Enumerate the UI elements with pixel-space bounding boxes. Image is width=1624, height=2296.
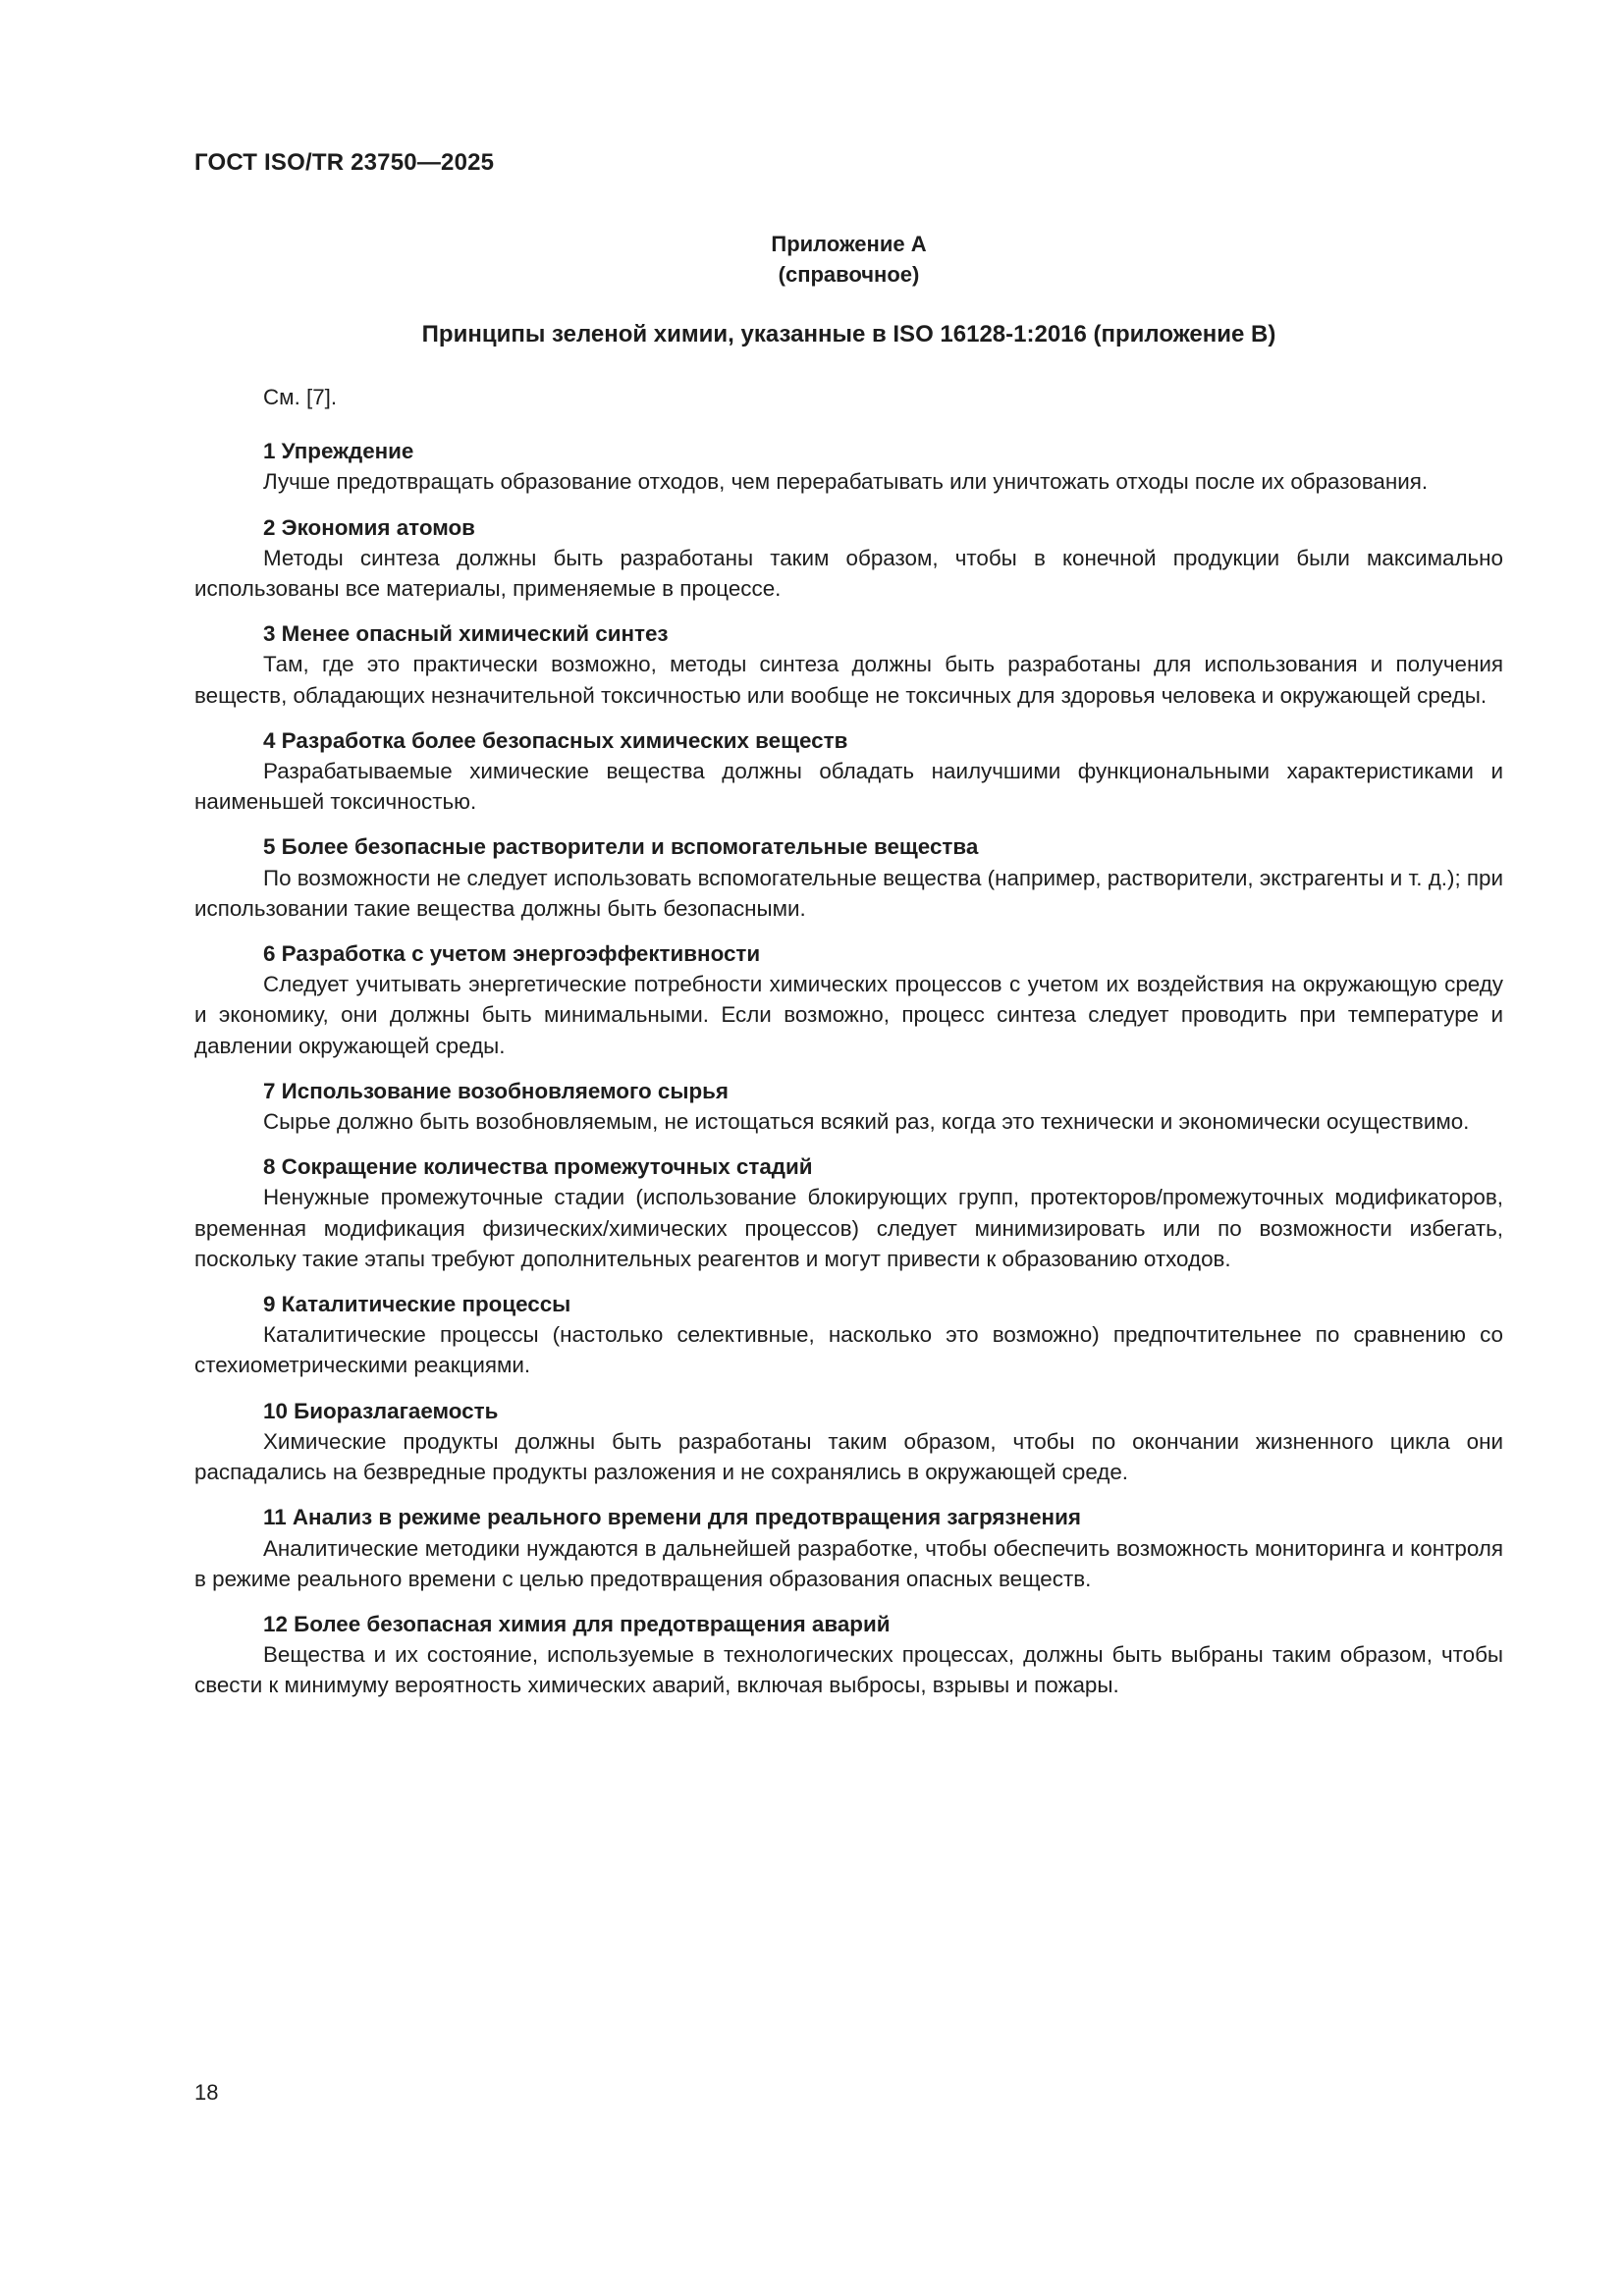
principle-8 <box>194 1151 1503 1274</box>
annex-label: Приложение А <box>771 232 927 256</box>
principle-heading: 6 Разработка с учетом энергоэффективности <box>263 941 761 967</box>
annex-title: Принципы зеленой химии, указанные в ISO 16128-1:2016 (приложение В) <box>421 321 1276 347</box>
document-header-id: ГОСТ ISO/TR 23750—2025 <box>194 149 495 176</box>
principle-12 <box>194 1609 1503 1701</box>
principle-text: Разрабатываемые химические вещества должны обладать наилучшими функциональными характеристиками и наименьшей токсичностью. <box>194 759 1503 815</box>
principle-text: Ненужные промежуточные стадии (использование блокирующих групп, протекторов/промежуточных модификаторов, временная модификация физических/химических процессов) следует минимизировать или по возможности избегать, поскольку такие этапы требуют дополнительных реагентов и могут привести к образованию отходов. <box>194 1185 1503 1271</box>
principle-10 <box>194 1396 1503 1488</box>
principle-heading: 1 Упреждение <box>263 439 414 464</box>
principle-heading: 7 Использование возобновляемого сырья <box>263 1078 729 1103</box>
principle-6 <box>194 938 1503 1061</box>
annex-status: (справочное) <box>778 262 920 287</box>
principle-text: По возможности не следует использовать вспомогательные вещества (например, растворители, экстрагенты и т. д.); при использовании такие вещества должны быть безопасными. <box>194 865 1503 921</box>
principle-text: Вещества и их состояние, используемые в технологических процессах, должны быть выбраны таким образом, чтобы свести к минимуму вероятность химических аварий, включая выбросы, взрывы и пожары. <box>194 1642 1503 1698</box>
principle-1 <box>194 436 1503 497</box>
principle-2 <box>194 512 1503 605</box>
principle-text: Там, где это практически возможно, методы синтеза должны быть разработаны для использования и получения веществ, обладающих незначительной токсичностью или вообще не токсичных для здоровья человека и окружающей среды. <box>194 652 1503 708</box>
principle-heading: 10 Биоразлагаемость <box>263 1398 499 1423</box>
principle-heading: 2 Экономия атомов <box>263 514 475 540</box>
principle-heading: 9 Каталитические процессы <box>263 1292 571 1317</box>
principle-4 <box>194 725 1503 818</box>
principle-heading: 5 Более безопасные растворители и вспомогательные вещества <box>263 834 979 860</box>
principle-3 <box>194 618 1503 711</box>
page-number: 18 <box>194 2080 219 2105</box>
principle-text: Сырье должно быть возобновляемым, не истощаться всякий раз, когда это технически и экономически осуществимо. <box>263 1109 1470 1135</box>
principle-heading: 4 Разработка более безопасных химических веществ <box>263 727 848 753</box>
principle-11 <box>194 1502 1503 1594</box>
principle-text: Аналитические методики нуждаются в дальнейшей разработке, чтобы обеспечить возможность мониторинга и контроля в режиме реального времени с целью предотвращения образования опасных веществ. <box>194 1535 1503 1591</box>
principle-heading: 3 Менее опасный химический синтез <box>263 621 669 647</box>
principle-text: Химические продукты должны быть разработаны таким образом, чтобы по окончании жизненного цикла они распадались на безвредные продукты разложения и не сохранялись в окружающей среде. <box>194 1428 1503 1485</box>
principle-text: Следует учитывать энергетические потребности химических процессов с учетом их воздействия на окружающую среду и экономику, они должны быть минимальными. Если возможно, процесс синтеза следует проводить при температуре и давлении окружающей среды. <box>194 972 1503 1058</box>
principle-9 <box>194 1289 1503 1381</box>
principle-7 <box>194 1076 1503 1137</box>
principle-text: Каталитические процессы (настолько селективные, насколько это возможно) предпочтительнее по сравнению со стехиометрическими реакциями. <box>194 1322 1503 1378</box>
annex-heading <box>194 229 1503 290</box>
principle-5 <box>194 831 1503 924</box>
principle-text: Лучше предотвращать образование отходов, чем перерабатывать или уничтожать отходы после их образования. <box>263 469 1429 495</box>
principle-heading: 12 Более безопасная химия для предотвращения аварий <box>263 1611 891 1636</box>
document-body <box>194 382 1503 1716</box>
principle-heading: 8 Сокращение количества промежуточных стадий <box>263 1154 813 1180</box>
principle-heading: 11 Анализ в режиме реального времени для предотвращения загрязнения <box>263 1505 1081 1530</box>
principle-text: Методы синтеза должны быть разработаны таким образом, чтобы в конечной продукции были максимально использованы все материалы, применяемые в процессе. <box>194 545 1503 602</box>
reference-note: См. [7]. <box>263 385 338 409</box>
